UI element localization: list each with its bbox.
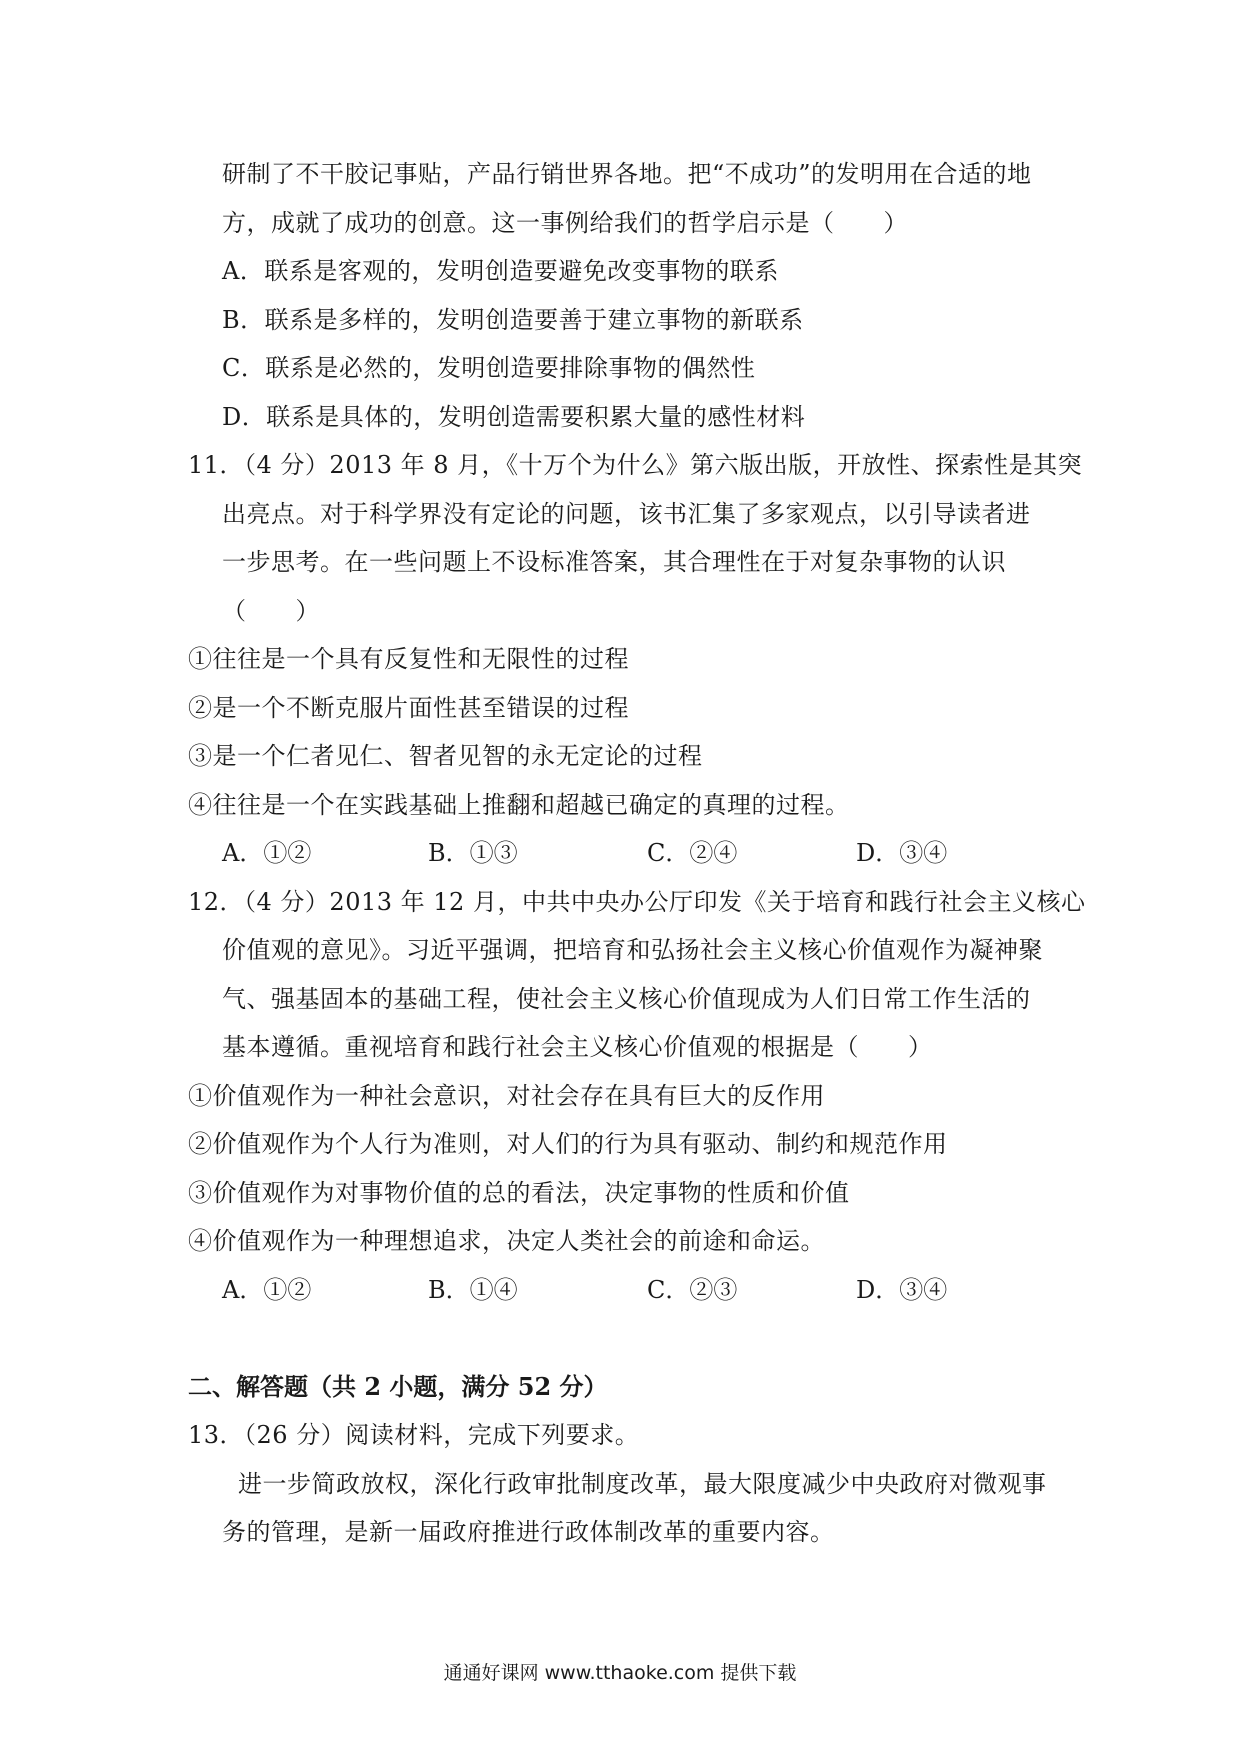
page-footer: 通通好课网 www.tthaoke.com 提供下载 <box>443 1662 797 1684</box>
q12-stem-line-1: 12．（4 分）2013 年 12 月，中共中央办公厅印发《关于培育和践行社会主义核心 <box>188 888 1086 916</box>
q11-statement-1: ①往往是一个具有反复性和无限性的过程 <box>188 645 629 673</box>
q13-material-line-1: 进一步简政放权，深化行政审批制度改革，最大限度减少中央政府对微观事 <box>238 1470 1047 1498</box>
q11-statement-2: ②是一个不断克服片面性甚至错误的过程 <box>188 694 629 722</box>
q12-choice-d: D．③④ <box>856 1276 948 1304</box>
q12-stem-line-4: 基本遵循。重视培育和践行社会主义核心价值观的根据是（ ） <box>222 1033 933 1061</box>
q11-stem-line-1: 11．（4 分）2013 年 8 月，《十万个为什么》第六版出版，开放性、探索性是其突 <box>188 451 1083 479</box>
q11-choice-a: A．①② <box>222 839 312 867</box>
q11-choice-b: B．①③ <box>428 839 518 867</box>
q11-stem-line-3: 一步思考。在一些问题上不设标准答案，其合理性在于对复杂事物的认识 <box>222 548 1006 576</box>
q12-choice-c: C．②③ <box>647 1276 738 1304</box>
q12-statement-2: ②价值观作为个人行为准则，对人们的行为具有驱动、制约和规范作用 <box>188 1130 948 1158</box>
q11-stem-line-2: 出亮点。对于科学界没有定论的问题，该书汇集了多家观点，以引导读者进 <box>222 500 1031 528</box>
q12-statement-1: ①价值观作为一种社会意识，对社会存在具有巨大的反作用 <box>188 1082 825 1110</box>
q13-material-line-2: 务的管理，是新一届政府推进行政体制改革的重要内容。 <box>222 1518 835 1546</box>
q10-line-2: 方，成就了成功的创意。这一事例给我们的哲学启示是（ ） <box>222 209 908 237</box>
q11-stem-line-4: （ ） <box>222 597 320 625</box>
q12-stem-line-3: 气、强基固本的基础工程，使社会主义核心价值现成为人们日常工作生活的 <box>222 985 1031 1013</box>
q12-stem-line-2: 价值观的意见》。习近平强调，把培育和弘扬社会主义核心价值观作为凝神聚 <box>222 936 1043 964</box>
q12-choice-b: B．①④ <box>428 1276 518 1304</box>
section-2-heading: 二、解答题（共 2 小题，满分 52 分） <box>188 1372 608 1401</box>
q11-statement-3: ③是一个仁者见仁、智者见智的永无定论的过程 <box>188 742 703 770</box>
q11-statement-4: ④往往是一个在实践基础上推翻和超越已确定的真理的过程。 <box>188 791 850 819</box>
q10-option-c: C．联系是必然的，发明创造要排除事物的偶然性 <box>222 354 756 382</box>
q11-choice-c: C．②④ <box>647 839 738 867</box>
q10-option-a: A．联系是客观的，发明创造要避免改变事物的联系 <box>222 257 779 285</box>
q11-choice-d: D．③④ <box>856 839 948 867</box>
q10-option-d: D．联系是具体的，发明创造需要积累大量的感性材料 <box>222 403 806 431</box>
q10-option-b: B．联系是多样的，发明创造要善于建立事物的新联系 <box>222 306 804 334</box>
q12-statement-4: ④价值观作为一种理想追求，决定人类社会的前途和命运。 <box>188 1227 825 1255</box>
q13-stem: 13．（26 分）阅读材料，完成下列要求。 <box>188 1421 640 1449</box>
q10-line-1: 研制了不干胶记事贴，产品行销世界各地。把“不成功”的发明用在合适的地 <box>222 160 1032 188</box>
q12-statement-3: ③价值观作为对事物价值的总的看法，决定事物的性质和价值 <box>188 1179 850 1207</box>
q12-choice-a: A．①② <box>222 1276 312 1304</box>
